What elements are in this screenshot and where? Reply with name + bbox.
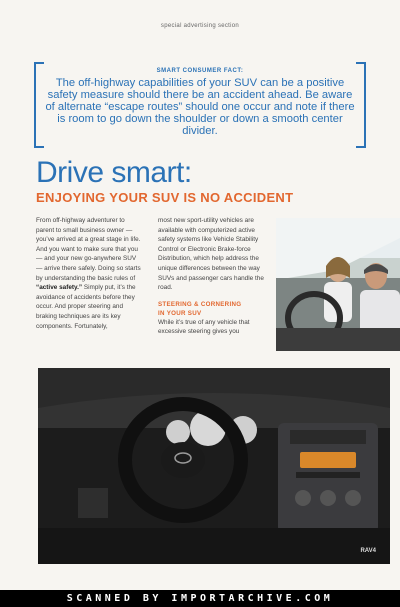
article-subtitle: ENJOYING YOUR SUV IS NO ACCIDENT bbox=[36, 190, 294, 205]
col2-text: most new sport-utility vehicles are available with computerized active safety systems like Vehicle Stability Control or Electronic Brake-force Distribution, which help address the unique differences between the way SUVs and passenger cars handle the road. bbox=[158, 217, 264, 292]
article-title: Drive smart: bbox=[36, 156, 192, 189]
article-column-2 bbox=[158, 216, 266, 337]
col1-text-a: From off-highway adventurer to parent to small business owner — you’ve arrived at a great stage in life. And you want to make sure that you — and your new go-anywhere SUV — arrive there safely. Doing so starts by understanding the basic rules of bbox=[36, 217, 141, 282]
scan-credit-footer: SCANNED BY IMPORTARCHIVE.COM bbox=[0, 590, 400, 607]
col2-text-2: While it’s true of any vehicle that excessive steering gives you bbox=[158, 318, 250, 336]
couple-driving-photo bbox=[276, 218, 400, 351]
fact-text: The off-highway capabilities of your SUV can be a positive safety measure should there be an accident ahead. Be aware of alternate “escape routes” should one occur and note if there is room to go down the shoulder or down a smooth center divider. bbox=[45, 77, 355, 137]
section-tag: special advertising section bbox=[160, 23, 240, 29]
section-head-line-2: IN YOUR SUV bbox=[158, 309, 202, 317]
photo-caption: RAV4 bbox=[360, 548, 376, 554]
section-head-line-1: STEERING & CORNERING bbox=[158, 300, 242, 308]
right-bracket bbox=[356, 62, 366, 148]
dashboard-interior-photo bbox=[38, 368, 390, 564]
left-bracket bbox=[34, 62, 44, 148]
article-column-1 bbox=[36, 216, 144, 331]
col1-bold-term: “active safety.” bbox=[36, 284, 83, 292]
smart-consumer-fact-box bbox=[34, 62, 366, 144]
col1-text-b: Simply put, it’s the avoidance of accidents before they occur. And proper steering and braking techniques are its key components. Fortunately, bbox=[36, 284, 136, 330]
fact-label: SMART CONSUMER FACT: bbox=[156, 68, 244, 74]
